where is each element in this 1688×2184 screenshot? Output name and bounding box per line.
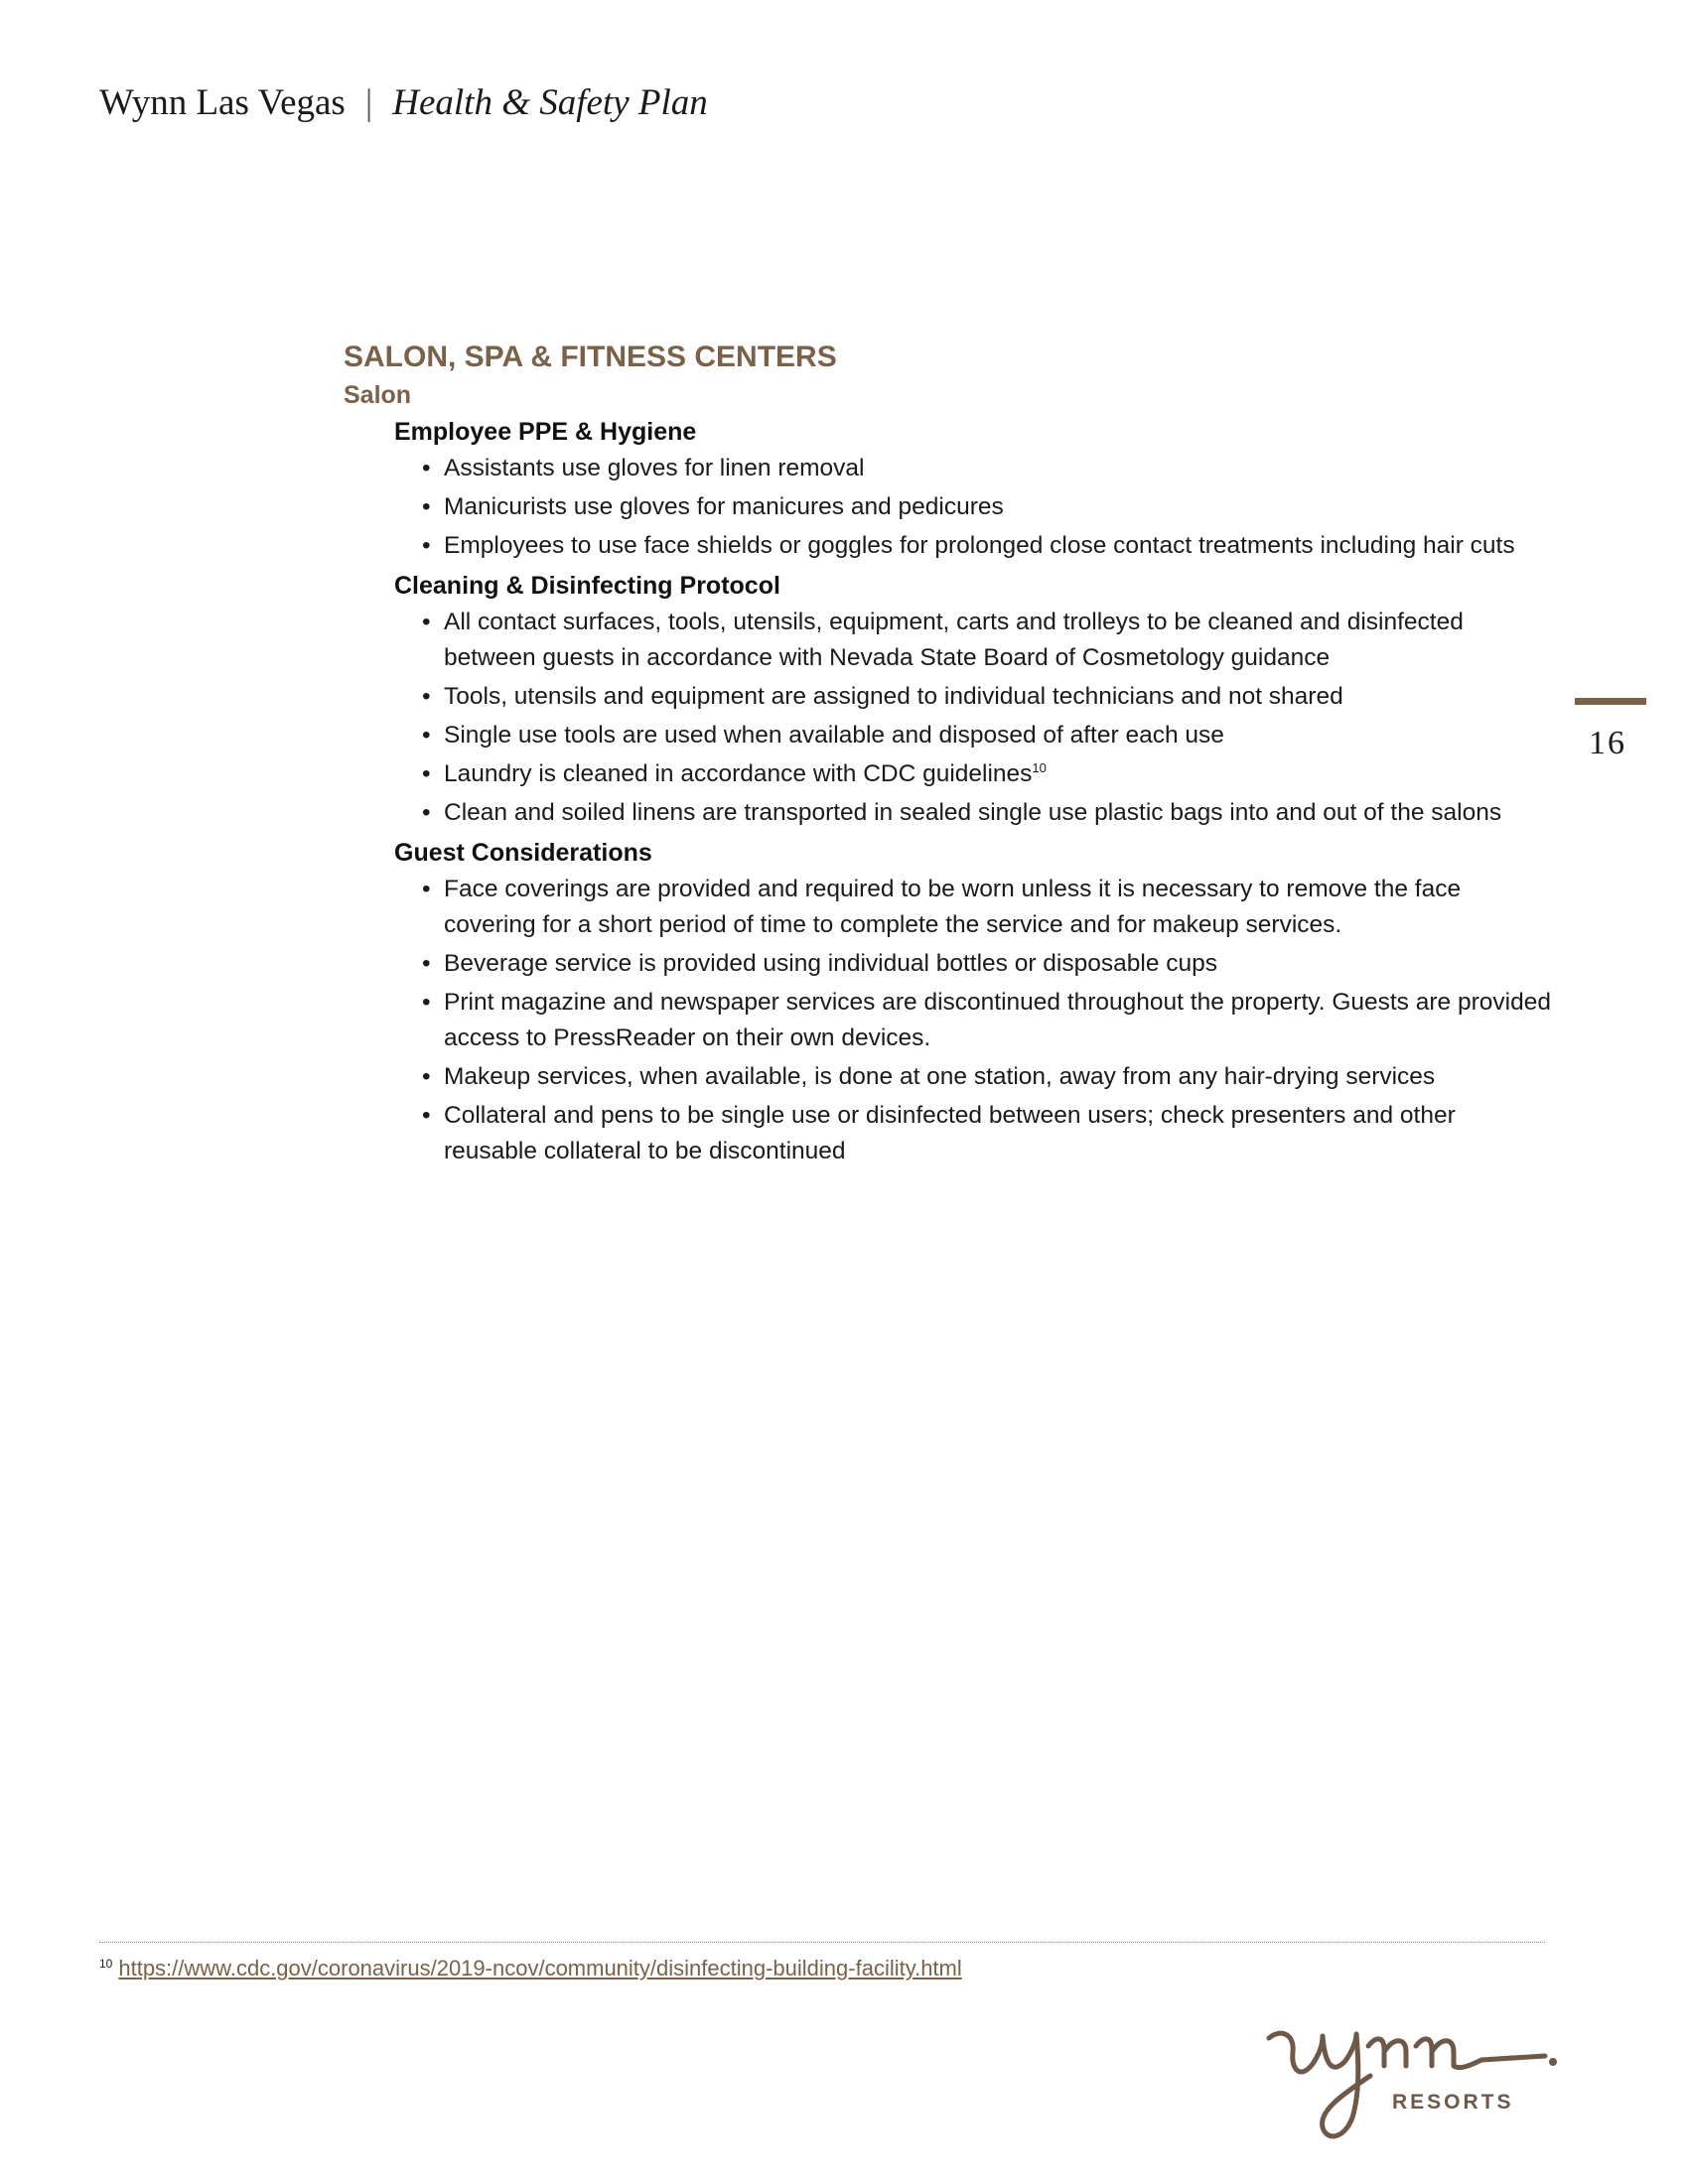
list-item: • Clean and soiled linens are transported in sealed single use plastic bags into and out of the salons: [422, 799, 1502, 826]
footnote-divider: [99, 1942, 1545, 1943]
document-subtitle: Health & Safety Plan: [392, 82, 708, 123]
brand-name: Wynn Las Vegas: [99, 82, 346, 123]
list-item: • Laundry is cleaned in accordance with CDC guidelines$^{10}$: [422, 759, 1047, 787]
list-item: • Single use tools are used when available and disposed of after each use: [422, 722, 1224, 749]
list-item: • Manicurists use gloves for manicures and pedicures: [422, 493, 1004, 520]
list-item: • Face coverings are provided and required to be worn unless it is necessary to remove the face covering for a short period of time to complete the service and for makeup services.: [422, 876, 1462, 938]
header-separator: |: [364, 82, 373, 123]
group-title-guest: Guest Considerations: [394, 839, 652, 867]
group-title-employee-ppe: Employee PPE & Hygiene: [394, 418, 697, 446]
section-title: SALON, SPA & FITNESS CENTERS: [344, 341, 837, 373]
list-item: • All contact surfaces, tools, utensils, equipment, carts and trolleys to be cleaned and disinfected between guests in accordance with Nevada State Board of Cosmetology guidance: [422, 609, 1464, 671]
logo-resorts-label: RESORTS: [1392, 2091, 1514, 2114]
group-title-cleaning: Cleaning & Disinfecting Protocol: [394, 572, 780, 600]
main-content: [344, 338, 1555, 1172]
list-item: • Employees to use face shields or goggles for prolonged close contact treatments including hair cuts: [422, 532, 1515, 559]
page-marker-bar: [1575, 698, 1646, 705]
list-item: • Collateral and pens to be single use or disinfected between users; check presenters and other reusable collateral to be discontinued: [422, 1102, 1456, 1164]
bullet-list-guest: [422, 872, 1555, 1169]
footnote-reference[interactable]: 10: [1032, 759, 1047, 775]
list-item: • Makeup services, when available, is done at one station, away from any hair-drying services: [422, 1063, 1436, 1090]
page-number: 16: [1589, 725, 1626, 761]
list-item: • Print magazine and newspaper services are discontinued throughout the property. Guests are provided access to PressReader on their own devices.: [422, 989, 1551, 1051]
document-header: [99, 81, 708, 124]
footnote-link[interactable]: https://www.cdc.gov/coronavirus/2019-ncov/community/disinfecting-building-facility.html: [118, 1956, 962, 1980]
wynn-logo-icon: [1261, 2000, 1559, 2149]
section-subtitle: Salon: [344, 381, 412, 409]
bullet-list-employee-ppe: [422, 451, 1555, 564]
footnote: [99, 1956, 962, 1981]
list-item: • Assistants use gloves for linen removal: [422, 455, 865, 481]
bullet-list-cleaning: [422, 605, 1555, 831]
list-item: • Beverage service is provided using individual bottles or disposable cups: [422, 950, 1217, 977]
list-item: • Tools, utensils and equipment are assigned to individual technicians and not shared: [422, 683, 1343, 710]
footnote-number: 10: [99, 1956, 113, 1971]
